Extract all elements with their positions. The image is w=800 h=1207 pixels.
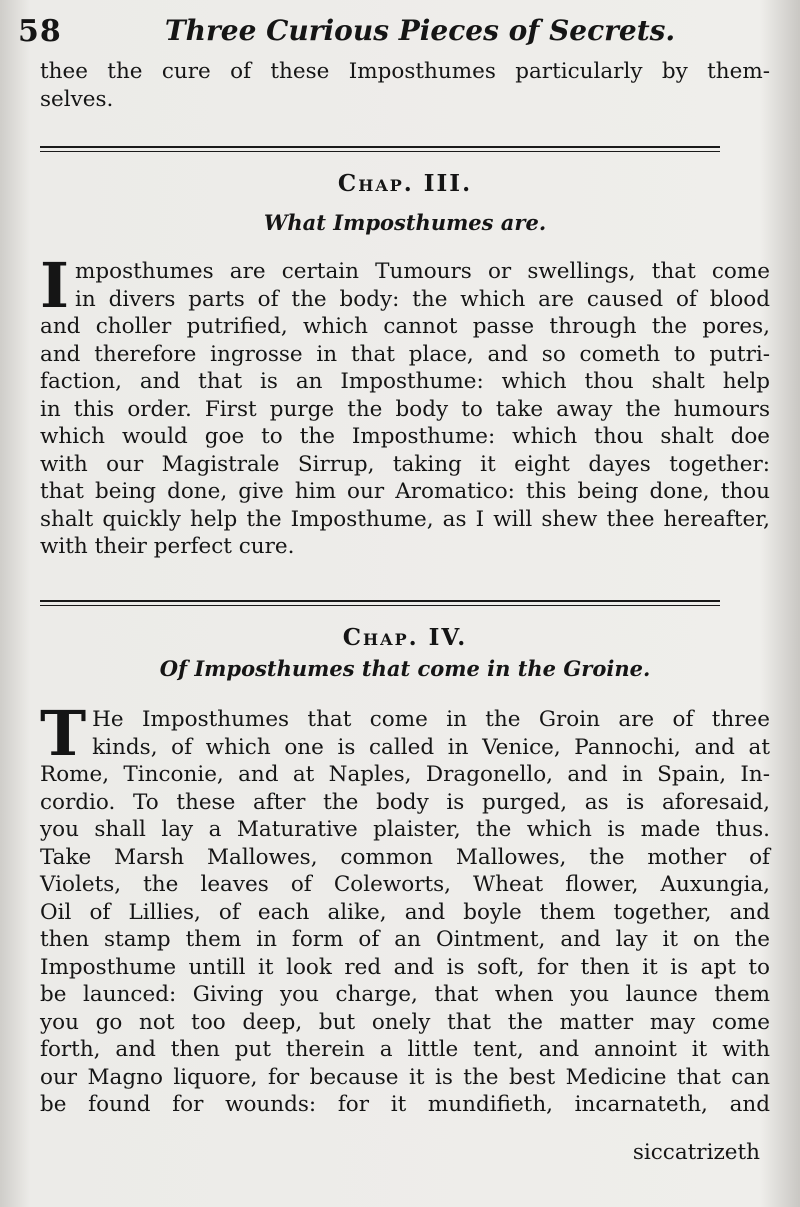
text-line: selves. [40,86,114,112]
chapter-3-heading: Chap. III. [337,170,473,197]
text-line: Oil of Lillies, of each alike, and boyle them together, and [40,899,770,925]
text-line: Take Marsh Mallowes, common Mallowes, the mother of [40,844,770,870]
text-line: forth, and then put therein a little tent, and annoint it with [40,1037,770,1062]
text-line: shalt quickly help the Imposthume, as I will shew thee hereafter, [40,506,770,532]
text-line: Rome, Tinconie, and at Naples, Dragonello, and in Spain, In- [40,762,770,787]
chapter-4-heading: Chap. IV. [342,624,468,651]
text-line: He Imposthumes that come in the Groin are of three [92,707,770,732]
intro-paragraph [40,58,770,113]
section-rule [40,600,720,606]
text-line: and choller putrified, which cannot passe through the pores, [40,314,770,339]
text-line: in this order. First purge the body to take away the humours [40,396,770,422]
page-number: 58 [18,14,62,49]
text-line: you go not too deep, but onely that the matter may come [40,1009,770,1035]
text-line: be launced: Giving you charge, that when you launce them [40,982,770,1007]
catchword: siccatrizeth [632,1140,760,1165]
text-line: with our Magistrale Sirrup, taking it eight dayes together: [40,451,770,477]
text-line: faction, and that is an Imposthume: which thou shalt help [40,369,770,394]
text-line: with their perfect cure. [40,534,295,559]
chapter-3-title: What Imposthumes are. [263,210,547,235]
chapter-4-title: Of Imposthumes that come in the Groine. [159,656,651,681]
text-line: thee the cure of these Imposthumes particularly by them- [40,59,770,84]
running-title: Three Curious Pieces of Secrets. [164,14,676,47]
text-line: be found for wounds: for it mundifieth, incarnateth, and [40,1092,770,1117]
text-line: which would goe to the Imposthume: which thou shalt doe [40,424,770,449]
text-line: and therefore ingrosse in that place, and so cometh to putri- [40,341,770,367]
text-line: that being done, give him our Aromatico: this being done, thou [40,479,770,504]
text-line: our Magno liquore, for because it is the best Medicine that can [40,1064,770,1090]
text-line: then stamp them in form of an Ointment, and lay it on the [40,927,770,952]
drop-cap: T [40,697,87,770]
text-line: mposthumes are certain Tumours or swellings, that come [75,259,770,284]
chapter-3-body [40,249,770,561]
drop-cap: I [40,249,70,322]
chapter-4-body [40,697,770,1119]
text-line: you shall lay a Maturative plaister, the which is made thus. [40,817,770,842]
text-line: cordio. To these after the body is purged, as is aforesaid, [40,789,770,815]
text-line: kinds, of which one is called in Venice, Pannochi, and at [92,734,770,760]
text-line: in divers parts of the body: the which are caused of blood [75,286,770,312]
text-line: Violets, the leaves of Coleworts, Wheat flower, Auxungia, [40,872,770,897]
text-line: Imposthume untill it look red and is soft, for then it is apt to [40,954,770,980]
section-rule [40,146,720,152]
